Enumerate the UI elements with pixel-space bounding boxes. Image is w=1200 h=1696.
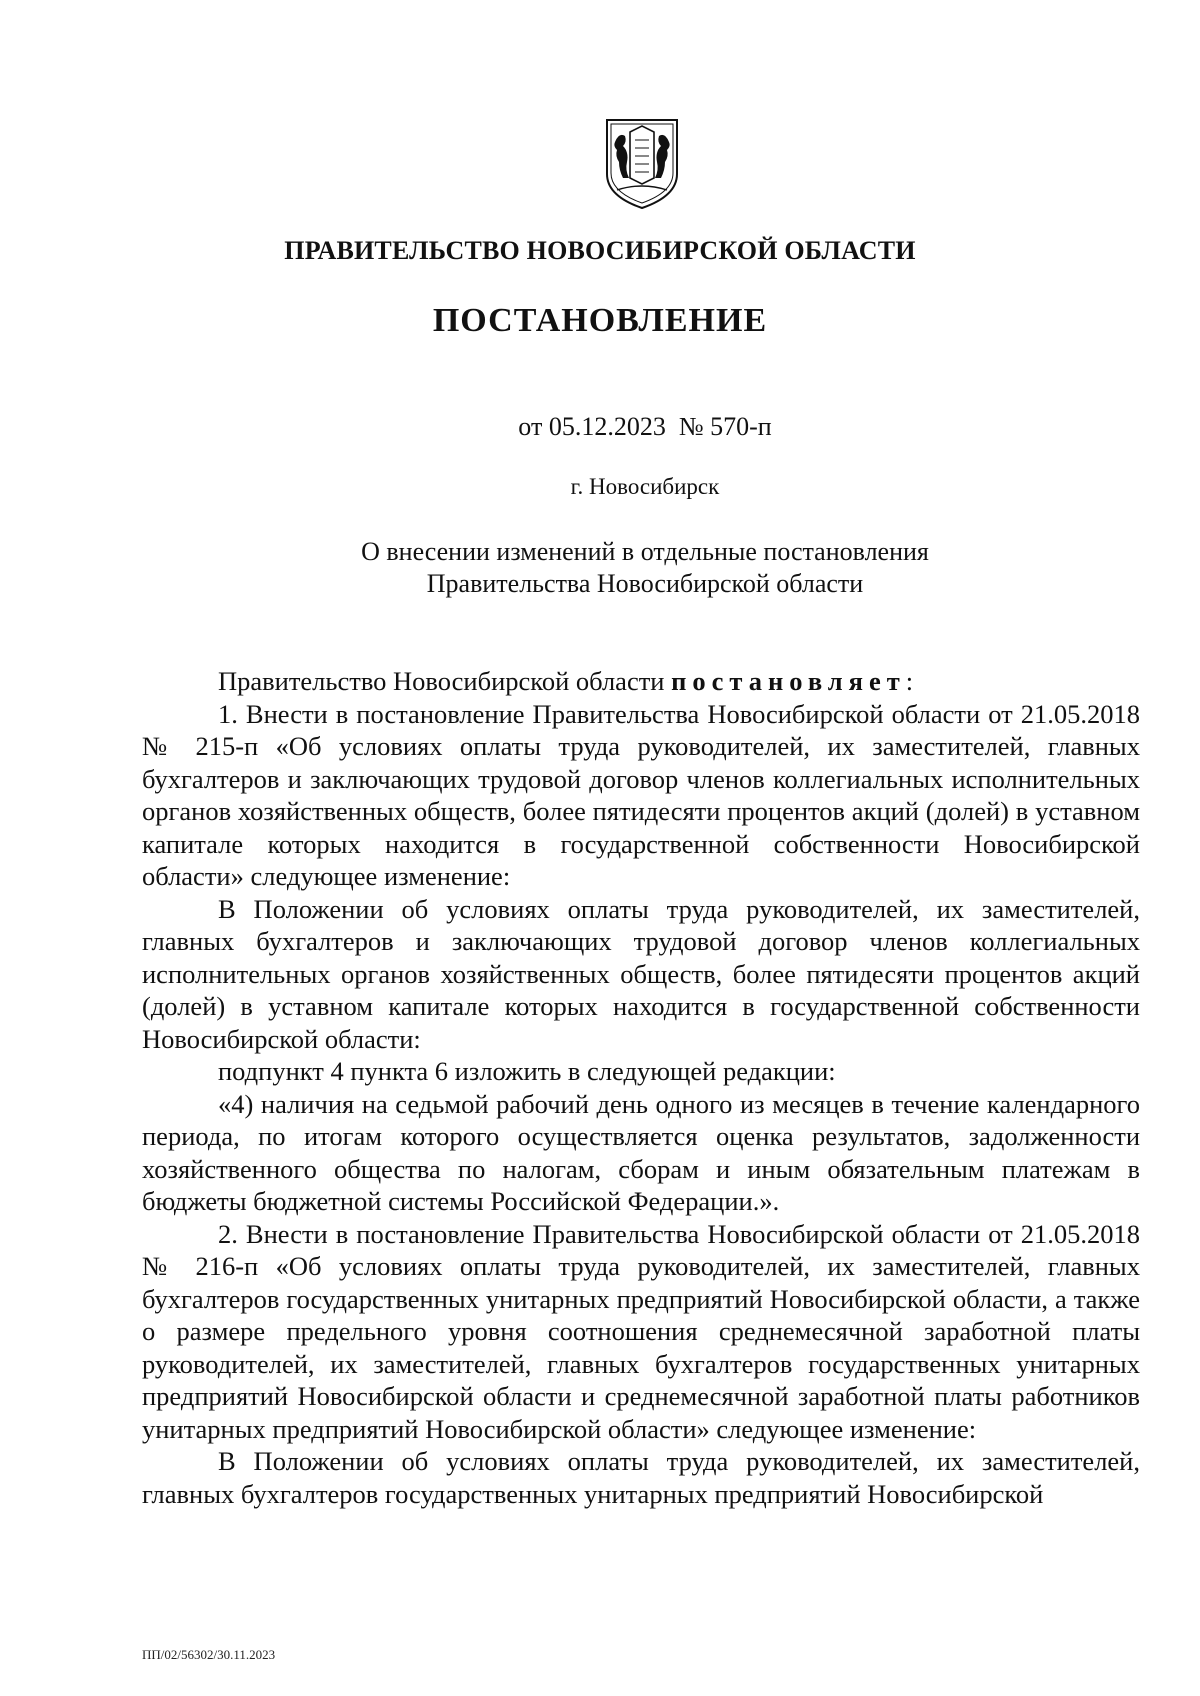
title-line-1: О внесении изменений в отдельные постановления — [361, 537, 929, 566]
coat-of-arms-icon — [597, 112, 687, 212]
document-title — [0, 536, 1200, 600]
document-body — [142, 665, 1140, 1510]
paragraph-4: «4) наличия на седьмой рабочий день одного из месяцев в течение календарного периода, по итогам которого осуществляется оценка результатов, задолженности хозяйственного общества по налогам, сборам и иным обязательным платежам в бюджеты бюджетной системы Российской Федерации.». — [142, 1088, 1140, 1216]
city: г. Новосибирск — [570, 474, 720, 499]
paragraph-5: 2. Внести в постановление Правительства Новосибирской области от 21.05.2018 № 216-п «Об условиях оплаты труда руководителей, их заместителей, главных бухгалтеров государственных унитарных предприятий Новосибирской области, а также о размере предельного уровня соотношения среднемесячной заработной платы руководителей, их заместителей, главных бухгалтеров государственных унитарных предприятий Новосибирской области и среднемесячной заработной платы работников унитарных предприятий Новосибирской области» следующее изменение: — [142, 1218, 1140, 1444]
decree-intro: Правительство Новосибирской области — [218, 666, 672, 696]
title-line-2: Правительства Новосибирской области — [426, 569, 864, 598]
paragraph-6: В Положении об условиях оплаты труда руководителей, их заместителей, главных бухгалтеров государственных унитарных предприятий Новосибирской — [142, 1446, 1140, 1509]
paragraph-3: подпункт 4 пункта 6 изложить в следующей редакции: — [218, 1056, 836, 1086]
organization-name: ПРАВИТЕЛЬСТВО НОВОСИБИРСКОЙ ОБЛАСТИ — [284, 236, 916, 265]
paragraph-2: В Положении об условиях оплаты труда руководителей, их заместителей, главных бухгалтеров и заключающих трудовой договор членов коллегиальных исполнительных органов хозяйственных обществ, более пятидесяти процентов акций (долей) в уставном капитале которых находится в государственной собственности Новосибирской области: — [142, 893, 1140, 1054]
document-type: ПОСТАНОВЛЕНИЕ — [432, 302, 768, 339]
paragraph-1: 1. Внести в постановление Правительства Новосибирской области от 21.05.2018 № 215-п «Об условиях оплаты труда руководителей, их заместителей, главных бухгалтеров и заключающих трудовой договор членов коллегиальных исполнительных органов хозяйственных обществ, более пятидесяти процентов акций (долей) в уставном капитале которых находится в государственной собственности Новосибирской области» следующее изменение: — [142, 698, 1140, 891]
footer-code: ПП/02/56302/30.11.2023 — [142, 1647, 276, 1662]
decree-verb: постановляет — [671, 666, 906, 696]
date-and-number: от 05.12.2023 № 570-п — [518, 412, 772, 441]
decree-colon: : — [905, 666, 914, 696]
decree-intro-paragraph — [142, 665, 1140, 698]
